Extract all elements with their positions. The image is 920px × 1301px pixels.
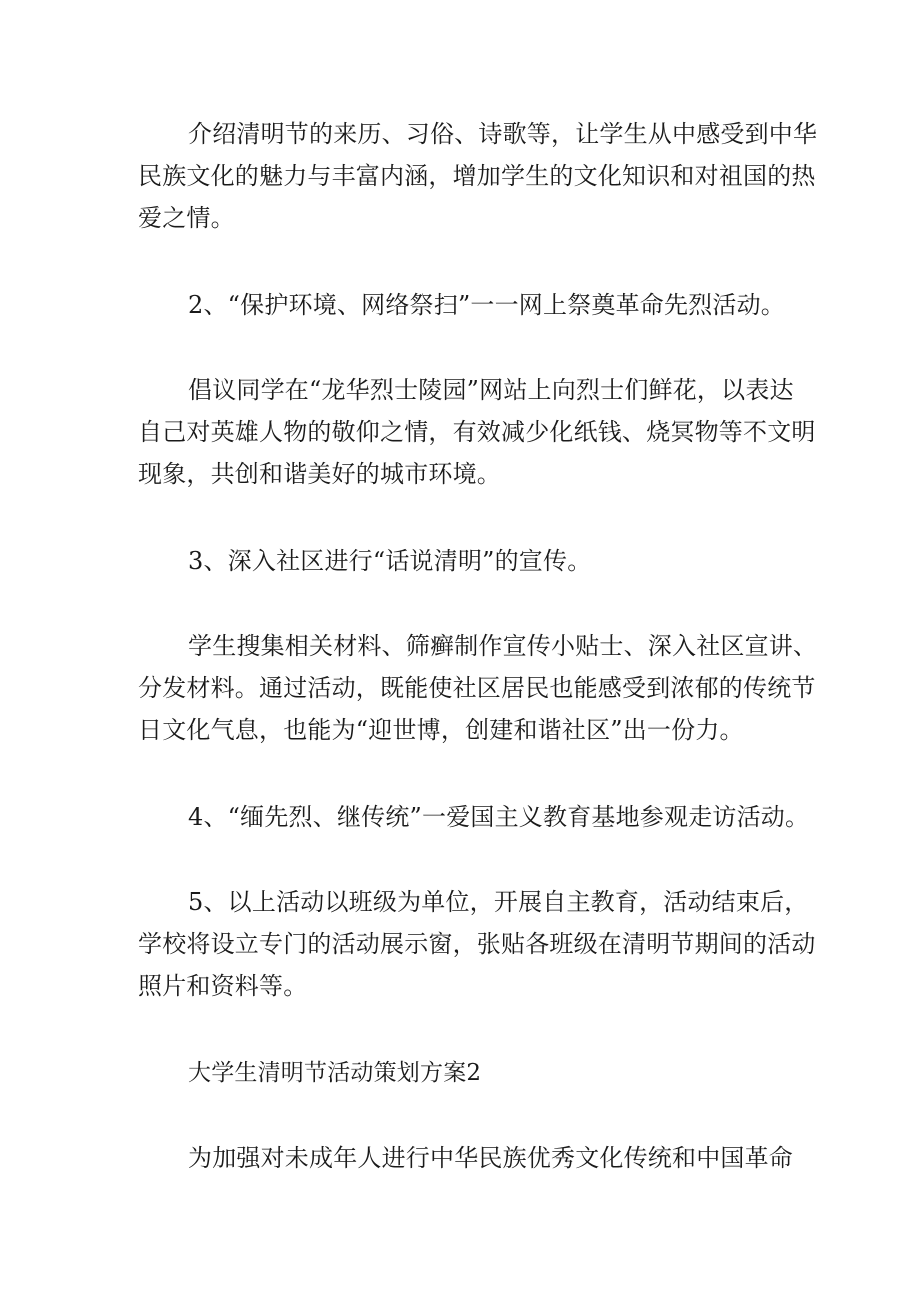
- text-line: 3、深入社区进行“话说清明”的宣传。: [188, 547, 592, 575]
- item-4-heading: [138, 796, 810, 838]
- section-title: [138, 1052, 798, 1094]
- item-3-heading: [138, 540, 798, 582]
- text-line: 现象，共创和谐美好的城市环境。: [138, 460, 501, 488]
- text-line: 民族文化的魅力与丰富内涵，增加学生的文化知识和对祖国的热: [138, 162, 816, 190]
- text-line: 为加强对未成年人进行中华民族优秀文化传统和中国革命: [188, 1144, 793, 1172]
- paragraph-section-2-intro: [138, 1137, 798, 1179]
- text-line: 4、“缅先烈、继传统”一爱国主义教育基地参观走访活动。: [188, 803, 810, 831]
- paragraph-item-2: [138, 369, 816, 495]
- text-line: 大学生清明节活动策划方案2: [188, 1060, 482, 1086]
- paragraph-item-3: [138, 625, 818, 751]
- item-2-heading: [138, 284, 798, 326]
- paragraph-introduction: [138, 113, 818, 239]
- text-line: 倡议同学在“龙华烈士陵园”网站上向烈士们鲜花，以表达: [188, 376, 794, 404]
- text-line: 照片和资料等。: [138, 972, 308, 1000]
- text-line: 5、以上活动以班级为单位，开展自主教育，活动结束后，: [188, 888, 809, 916]
- paragraph-item-5: [138, 881, 816, 1007]
- text-line: 介绍清明节的来历、习俗、诗歌等，让学生从中感受到中华: [188, 120, 818, 148]
- text-line: 学校将设立专门的活动展示窗，张贴各班级在清明节期间的活动: [138, 930, 816, 958]
- text-line: 2、“保护环境、网络祭扫”一一网上祭奠革命先烈活动。: [188, 291, 786, 319]
- text-line: 日文化气息，也能为“迎世博，创建和谐社区”出一份力。: [138, 716, 744, 744]
- text-line: 分发材料。通过活动，既能使社区居民也能感受到浓郁的传统节: [138, 674, 816, 702]
- text-line: 自己对英雄人物的敬仰之情，有效减少化纸钱、烧冥物等不文明: [138, 418, 816, 446]
- text-line: 爱之情。: [138, 204, 235, 232]
- text-line: 学生搜集相关材料、筛癣制作宣传小贴士、深入社区宣讲、: [188, 632, 818, 660]
